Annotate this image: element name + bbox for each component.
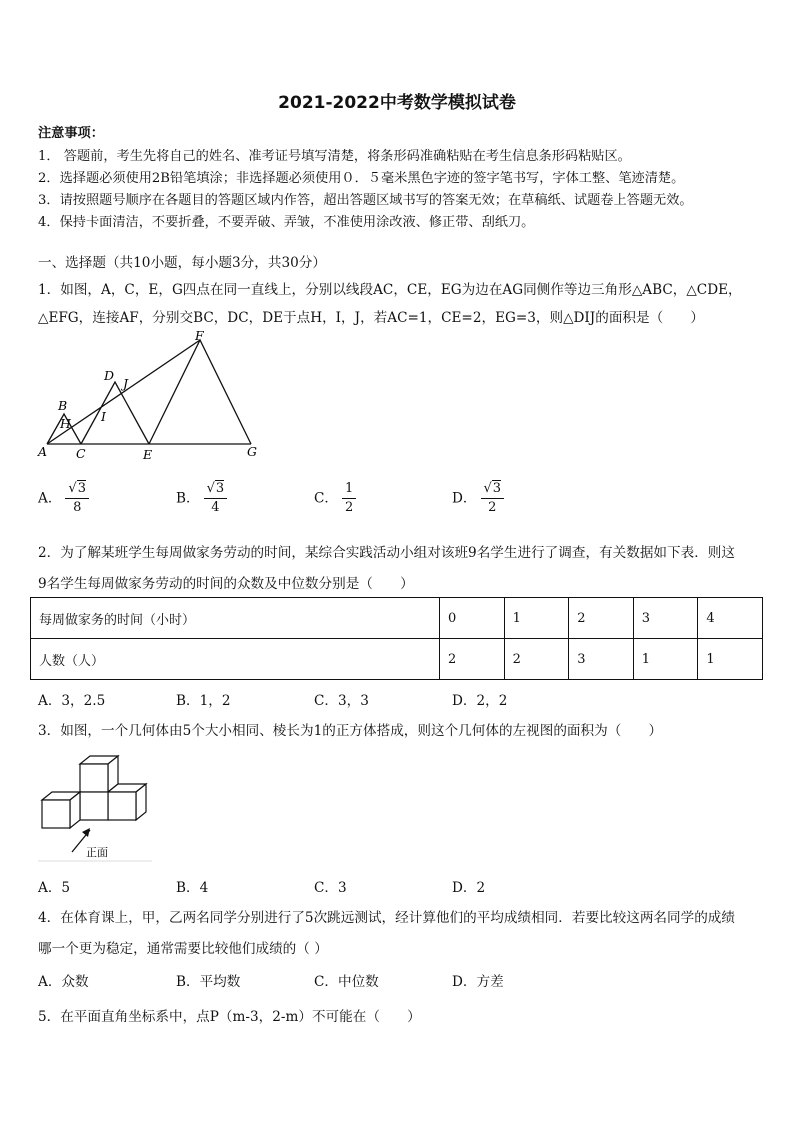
notice-heading: 注意事项：: [38, 126, 104, 141]
table-row: [31, 639, 763, 680]
data-table: [30, 597, 763, 680]
question-2-text: 9名学生每周做家务劳动的时间的众数及中位数分别是（ ）: [38, 576, 414, 592]
option-a[interactable]: A．3，2.5: [38, 693, 106, 709]
cubes-figure: [38, 748, 152, 862]
option-b[interactable]: [176, 482, 227, 516]
denominator: 4: [211, 500, 220, 516]
option-c[interactable]: C．3，3: [314, 693, 369, 709]
label-b: B: [58, 398, 68, 413]
table-cell: 1: [698, 639, 763, 680]
option-c[interactable]: C．3: [314, 880, 347, 896]
table-cell: 3: [633, 598, 698, 639]
table-cell: 1: [633, 639, 698, 680]
numerator: 1: [342, 482, 356, 499]
option-b[interactable]: B．1，2: [176, 693, 231, 709]
option-letter: C．: [314, 490, 338, 507]
label-h: H: [60, 416, 71, 431]
option-b[interactable]: B．4: [176, 880, 209, 896]
table-cell: 4: [698, 598, 763, 639]
question-2-text: 2．为了解某班学生每周做家务劳动的时间，某综合实践活动小组对该班9名学生进行了调查，有关数据如下表．则这: [38, 545, 735, 561]
notice-item: 4．保持卡面清洁，不要折叠，不要弄破、弄皱，不准使用涂改液、修正带、刮纸刀。: [38, 215, 535, 230]
label-c: C: [76, 446, 86, 461]
option-a[interactable]: [38, 482, 89, 516]
option-letter: A．: [38, 490, 62, 507]
radicand: 3: [215, 481, 225, 496]
table-cell: 0: [440, 598, 505, 639]
option-d[interactable]: D．2，2: [452, 693, 508, 709]
table-row: [31, 598, 763, 639]
option-d[interactable]: [452, 482, 504, 516]
table-header-cell: 每周做家务的时间（小时）: [31, 598, 440, 639]
option-c[interactable]: C．中位数: [314, 974, 379, 990]
page-title: 2021-2022中考数学模拟试卷: [278, 93, 516, 113]
fraction: [342, 482, 356, 516]
question-4-text: 哪一个更为稳定，通常需要比较他们成绩的（ ）: [38, 941, 328, 957]
table-cell: 1: [504, 598, 569, 639]
fraction: $\frac{√3}{2}$: [481, 482, 505, 516]
option-c[interactable]: [314, 482, 356, 516]
table-cell: 2: [569, 598, 634, 639]
option-letter: D．: [452, 490, 477, 507]
triangles-figure: [30, 328, 270, 463]
fraction: $\frac{√3}{4}$: [204, 482, 228, 516]
option-d[interactable]: D．方差: [452, 974, 504, 990]
notice-item: 2．选择题必须使用2B铅笔填涂；非选择题必须使用０．５毫米黑色字迹的签字笔书写，字体工整、笔迹清楚。: [38, 171, 685, 186]
option-a[interactable]: A．众数: [38, 974, 89, 990]
option-d[interactable]: D．2: [452, 880, 486, 896]
table-cell: 2: [504, 639, 569, 680]
table-cell: 2: [440, 639, 505, 680]
denominator: 2: [345, 500, 354, 516]
figure-label-front: 正面: [86, 846, 108, 859]
denominator: 8: [73, 500, 82, 516]
denominator: 2: [488, 500, 497, 516]
label-d: D: [104, 368, 115, 383]
notice-item: 3．请按照题号顺序在各题目的答题区域内作答，超出答题区域书写的答案无效；在草稿纸、试题卷上答题无效。: [38, 193, 693, 208]
option-letter: B．: [176, 490, 200, 507]
label-j: J: [123, 376, 129, 391]
label-g: G: [247, 444, 257, 459]
label-a: A: [38, 444, 48, 459]
table-header-cell: 人数（人）: [31, 639, 440, 680]
option-b[interactable]: B．平均数: [176, 974, 241, 990]
question-3-text: 3．如图，一个几何体由5个大小相同、棱长为1的正方体搭成，则这个几何体的左视图的面积为（ ）: [38, 723, 663, 739]
radicand: 3: [77, 481, 86, 496]
table-cell: 3: [569, 639, 634, 680]
notice-item: 1． 答题前，考生先将自己的姓名、准考证号填写清楚，将条形码准确粘贴在考生信息条形码粘贴区。: [38, 149, 631, 164]
question-1-text: △EFG，连接AF，分别交BC，DC，DE于点H，I，J，若AC=1，CE=2，EG=3，则△DIJ的面积是（ ）: [38, 310, 704, 326]
question-1-text: 1．如图，A，C，E，G四点在同一直线上，分别以线段AC，CE，EG为边在AG同侧作等边三角形△ABC，△CDE，: [38, 282, 742, 298]
section-heading: 一、选择题（共10小题，每小题3分，共30分）: [38, 255, 326, 271]
radicand: 3: [492, 481, 502, 496]
fraction: $\frac{√3}{8}$: [65, 482, 89, 516]
option-a[interactable]: A．5: [38, 880, 71, 896]
label-e: E: [143, 447, 153, 462]
label-i: I: [101, 409, 106, 424]
question-4-text: 4．在体育课上，甲，乙两名同学分别进行了5次跳远测试，经计算他们的平均成绩相同．若要比较这两名同学的成绩: [38, 910, 735, 926]
label-f: F: [195, 328, 204, 343]
question-5-text: 5．在平面直角坐标系中，点P（m-3，2-m）不可能在（ ）: [38, 1009, 421, 1025]
